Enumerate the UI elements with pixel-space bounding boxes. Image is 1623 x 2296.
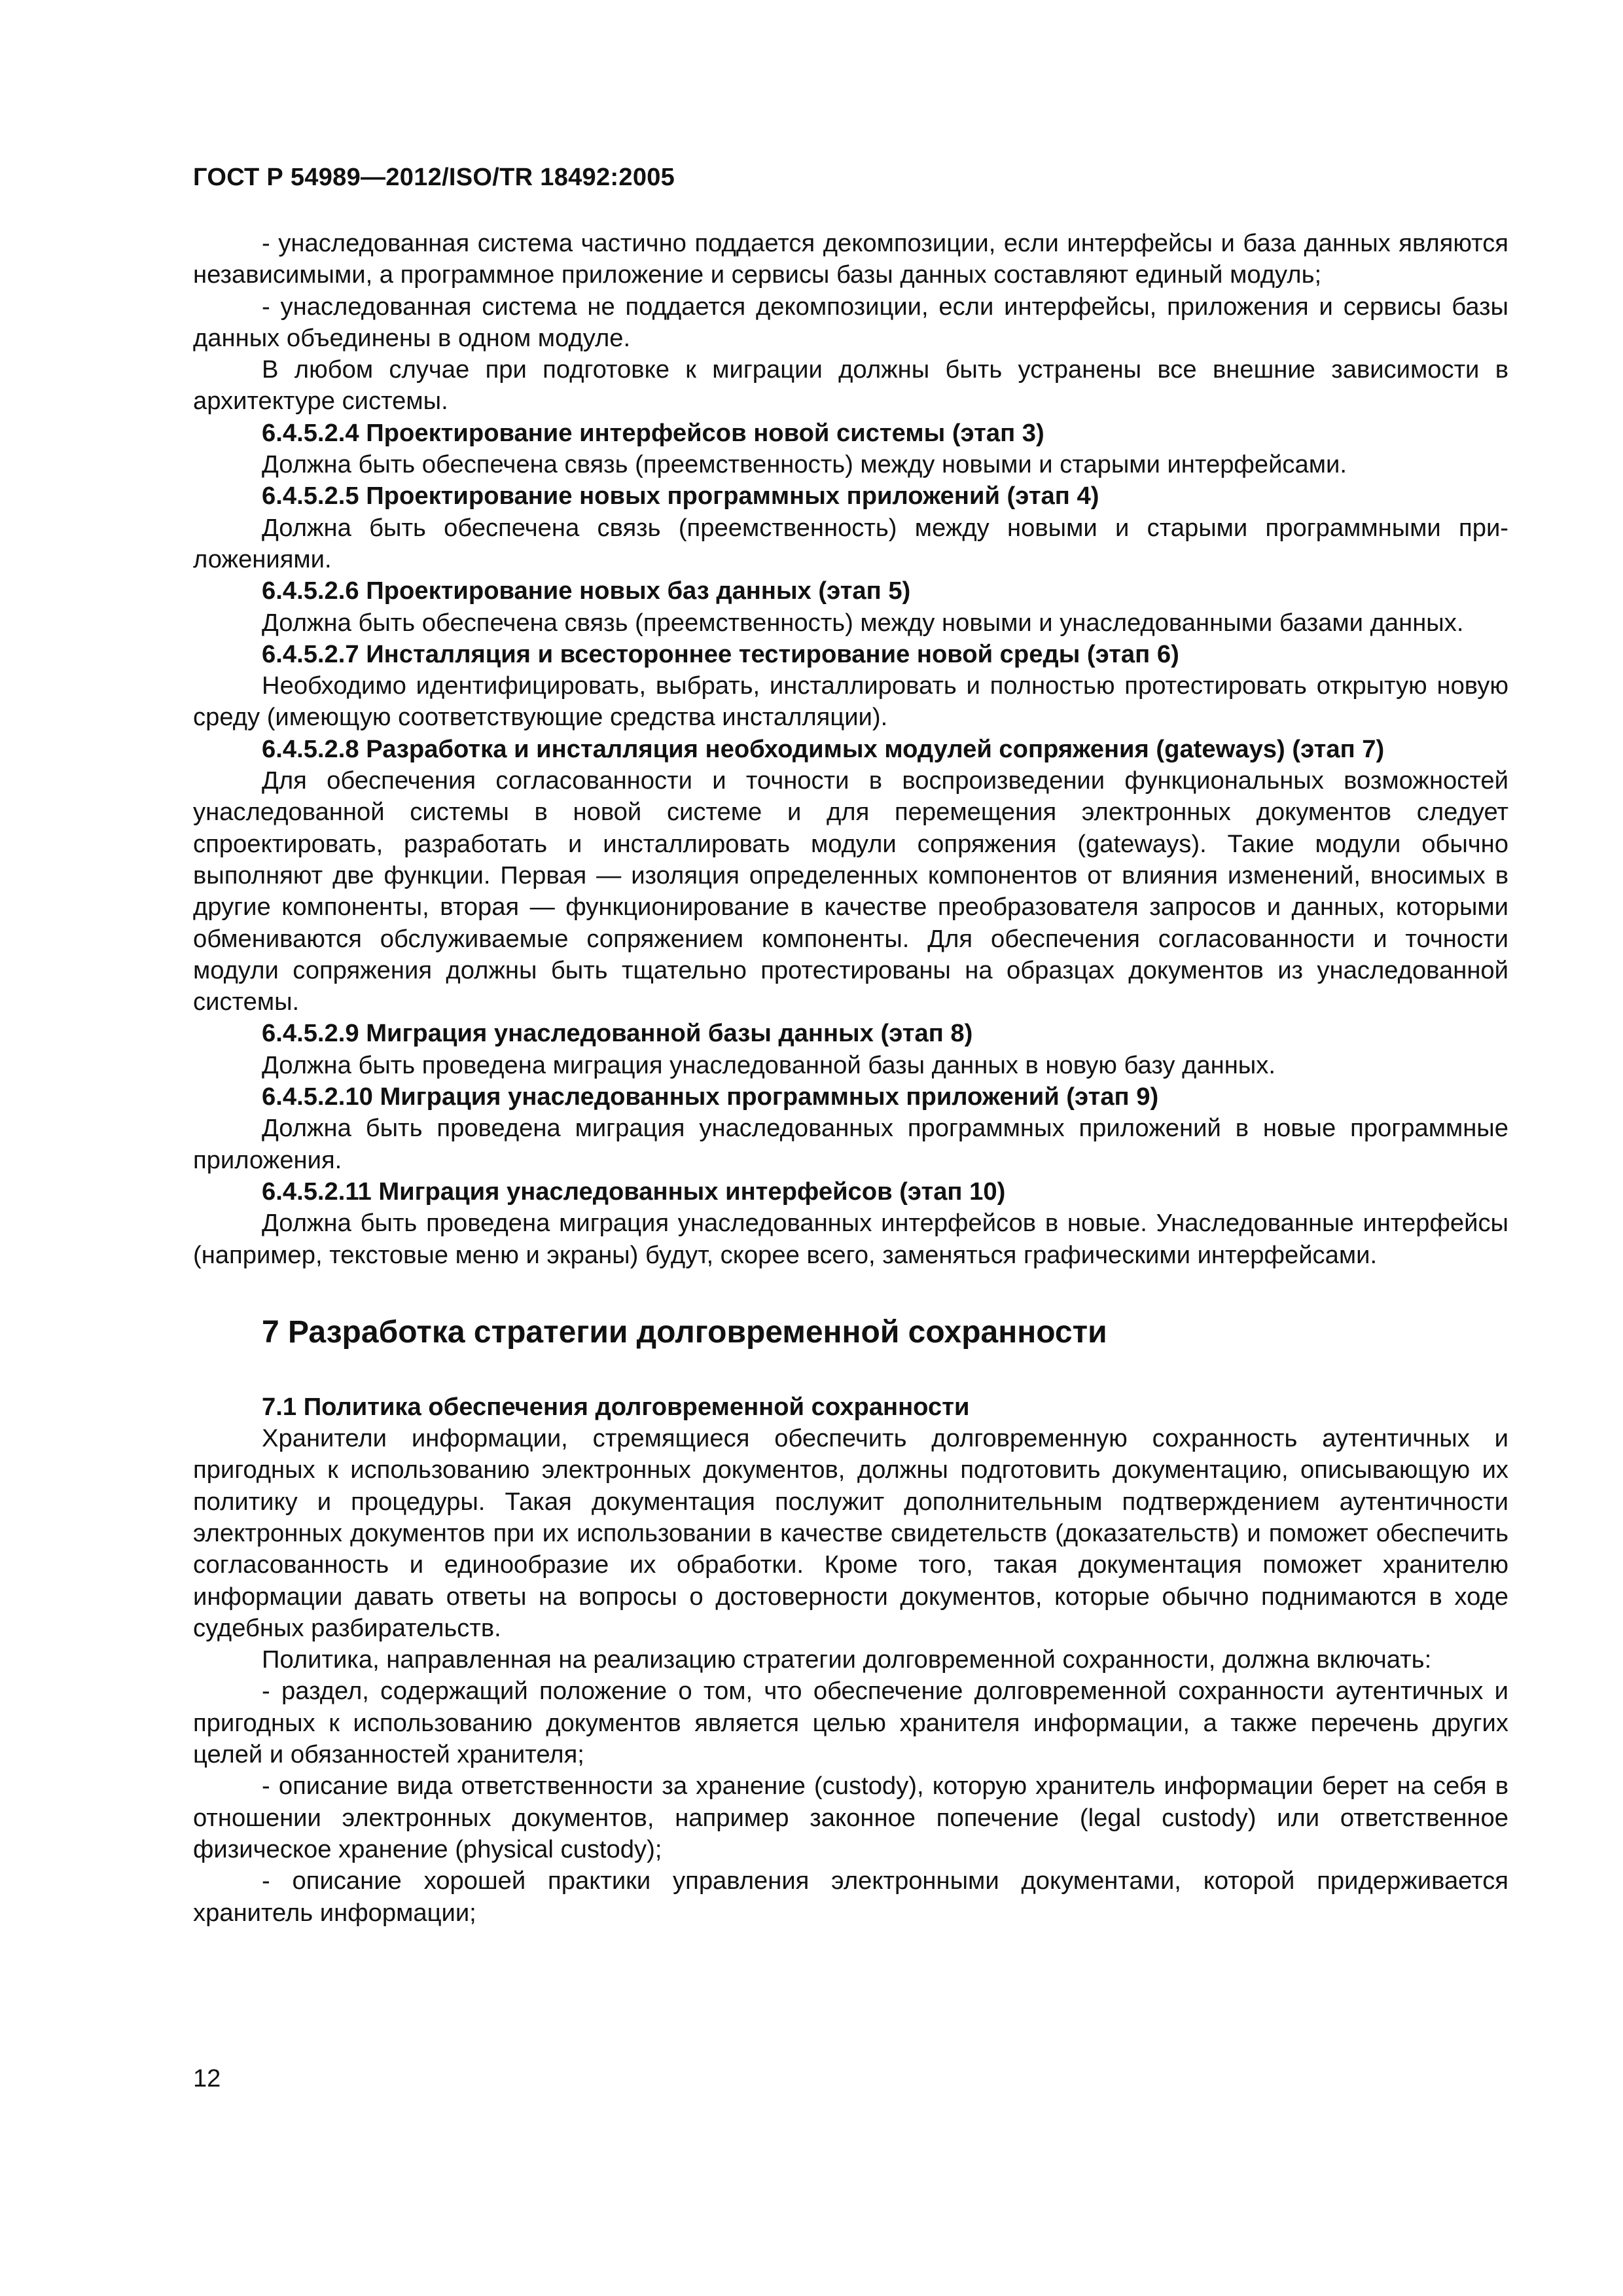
list-item: - унаследованная система частично поддается декомпозиции, если интерфейсы и база данных являются независимыми, а программное приложение и сервисы базы данных составляют единый модуль; bbox=[193, 229, 1508, 289]
subsection-heading-6-4-5-2-8: 6.4.5.2.8 Разработка и инсталляция необходимых модулей сопряжения (gateways) (этап 7) bbox=[262, 734, 1385, 763]
body-text bbox=[193, 228, 1508, 1929]
paragraph: Должна быть обеспечена связь (преемственность) между новыми и старыми программными приложениями. bbox=[193, 513, 1508, 573]
page-number: 12 bbox=[193, 2065, 221, 2092]
subsection-heading-6-4-5-2-10: 6.4.5.2.10 Миграция унаследованных программных приложений (этап 9) bbox=[262, 1083, 1159, 1111]
subsection-heading-6-4-5-2-6: 6.4.5.2.6 Проектирование новых баз данных (этап 5) bbox=[262, 577, 911, 605]
subsection-heading-6-4-5-2-5: 6.4.5.2.5 Проектирование новых программных приложений (этап 4) bbox=[262, 482, 1099, 511]
list-item: - описание вида ответственности за хранение (custody), которую хранитель информации берет на себя в отношении электронных документов, например законное попечение (legal custody) или ответственное физическое хранение (physical custody); bbox=[193, 1772, 1508, 1863]
paragraph: Хранители информации, стремящиеся обеспечить долговременную сохранность аутентичных и пригодных к использованию электронных документов, должны подготовить документацию, описывающую их политику и процедуры. Такая документация послужит дополнительным подтверждением аутентичности электронных документов при их использовании в качестве свидетельств (доказательств) и поможет обеспечить согласованность и единообразие их обработки. Кроме того, такая документация поможет хранителю информации давать ответы на вопросы о достоверности документов, которые обычно поднимаются в ходе судебных разбирательств. bbox=[193, 1424, 1508, 1642]
subsection-heading-6-4-5-2-4: 6.4.5.2.4 Проектирование интерфейсов новой системы (этап 3) bbox=[262, 418, 1044, 447]
paragraph: Политика, направленная на реализацию стратегии долговременной сохранности, должна включать: bbox=[262, 1645, 1432, 1674]
list-item: - описание хорошей практики управления электронными документами, которой придерживается хранитель информации; bbox=[193, 1867, 1508, 1927]
paragraph: Должна быть обеспечена связь (преемственность) между новыми и старыми интерфейсами. bbox=[262, 450, 1347, 479]
subsection-heading-6-4-5-2-7: 6.4.5.2.7 Инсталляция и всестороннее тестирование новой среды (этап 6) bbox=[262, 639, 1179, 668]
standard-code-header: ГОСТ Р 54989—2012/ISO/TR 18492:2005 bbox=[193, 164, 675, 191]
paragraph: Должна быть проведена миграция унаследованных программных приложений в новые программные приложения. bbox=[193, 1114, 1508, 1174]
paragraph: Для обеспечения согласованности и точности в воспроизведении функциональных возможностей унаследованной системы в новой системе и для перемещения электронных документов следует спроектировать, разработать и инсталлировать модули сопряжения (gateways). Такие модули обычно выполняют две функции. Первая — изоляция определенных компонентов от влияния изменений, вносимых в другие компоненты, вторая — функционирование в качестве преобразователя запросов и данных, которыми обмениваются обслуживаемые сопряжением компоненты. Для обеспечения согласованности и точности модули сопряжения должны быть тщательно протестированы на образцах документов из унаследованной системы. bbox=[193, 766, 1508, 1016]
subsection-heading-6-4-5-2-11: 6.4.5.2.11 Миграция унаследованных интерфейсов (этап 10) bbox=[262, 1177, 1006, 1206]
list-item: - раздел, содержащий положение о том, что обеспечение долговременной сохранности аутентичных и пригодных к использованию документов является целью хранителя информации, а также перечень других целей и обязанностей хранителя; bbox=[193, 1677, 1508, 1769]
paragraph: Необходимо идентифицировать, выбрать, инсталлировать и полностью протестировать открытую новую среду (имеющую соответствующие средства инсталляции). bbox=[193, 672, 1508, 732]
paragraph: Должна быть проведена миграция унаследованных интерфейсов в новые. Унаследованные интерфейсы (например, текстовые меню и экраны) будут, скорее всего, заменяться графическими интерфейсами. bbox=[193, 1209, 1508, 1269]
paragraph: Должна быть обеспечена связь (преемственность) между новыми и унаследованными базами данных. bbox=[262, 608, 1464, 637]
list-item: - унаследованная система не поддается декомпозиции, если интерфейсы, приложения и сервисы базы данных объединены в одном модуле. bbox=[193, 292, 1508, 352]
paragraph: В любом случае при подготовке к миграции должны быть устранены все внешние зависимости в архитектуре системы. bbox=[193, 355, 1508, 416]
section-heading-7: 7 Разработка стратегии долговременной сохранности bbox=[262, 1314, 1107, 1350]
subsection-heading-6-4-5-2-9: 6.4.5.2.9 Миграция унаследованной базы данных (этап 8) bbox=[262, 1019, 973, 1048]
paragraph: Должна быть проведена миграция унаследованной базы данных в новую базу данных. bbox=[262, 1050, 1275, 1079]
subsection-heading-7-1: 7.1 Политика обеспечения долговременной сохранности bbox=[262, 1392, 970, 1421]
